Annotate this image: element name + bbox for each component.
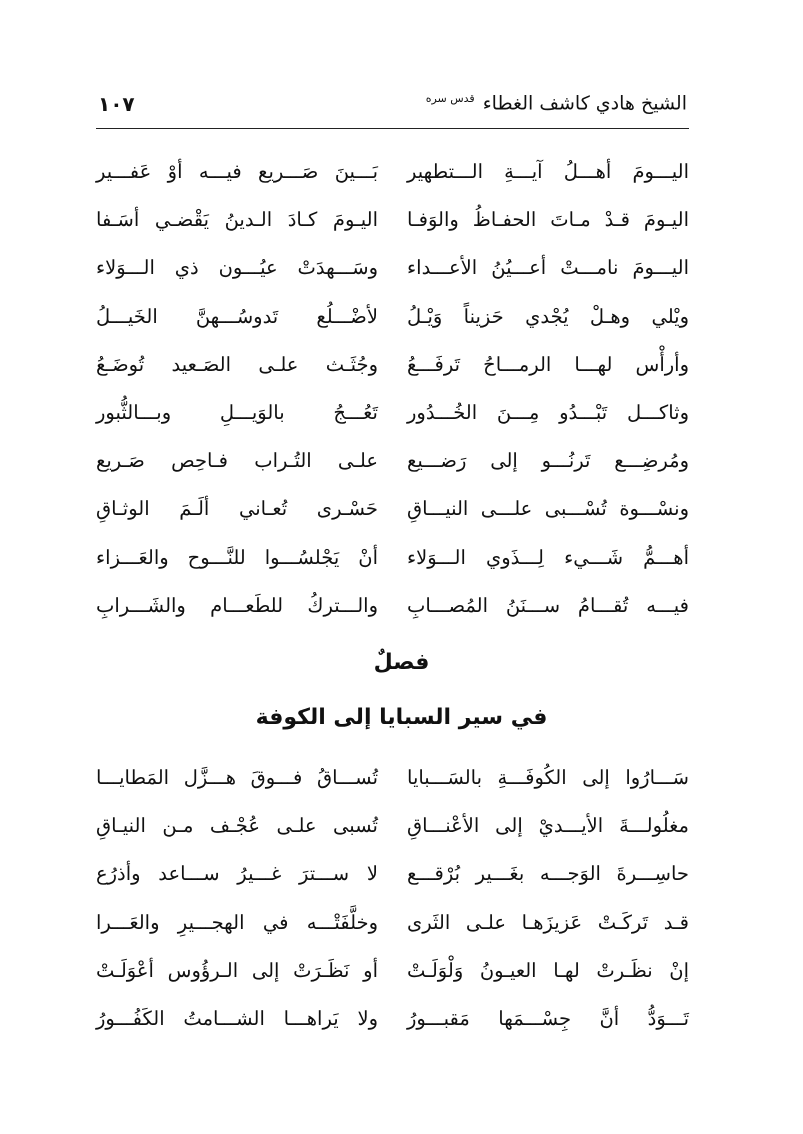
first-hemistich: اليـومَ قـدْ مـاتَ الحفـاظُ والوَفـا [407,208,689,232]
first-hemistich: وأرأْس لهـــا الرمـــاحُ تَرفَـــعُ [407,352,689,376]
first-hemistich: وثاكـــل تَبْـــدُو مِـــنَ الخُـــدُور [407,400,689,424]
first-hemistich: ومُرضِـــع تَرنُـــو إلى رَضـــيع [407,449,689,473]
first-hemistich: تَـــوَدُّ أنَّ جِسْـــمَها مَقبـــورُ [407,1006,689,1030]
running-title-text: الشيخ هادي كاشف الغطاء [482,92,687,115]
verse-line [96,999,689,1047]
first-hemistich: مغلُولـــةَ الأيـــديْ إلى الأعْنـــاقِ [407,814,689,838]
verse-line [96,538,689,586]
first-hemistich: إنْ نظَـرتْ لهـا العيـونُ وَلْوَلَـتْ [407,958,689,982]
second-hemistich: تَعُـــجُ بالوَيـــلِ وبـــالثُّبور [96,400,378,424]
verse-line [96,758,689,806]
second-hemistich: والـــتركُ للطَعـــام والشَـــرابِ [96,593,378,617]
verse-line [96,441,689,489]
page-header [96,88,689,129]
verse-line [96,345,689,393]
page-number: ١٠٧ [98,92,135,116]
second-hemistich: تُســـاقُ فـــوقَ هـــزَّل المَطايـــا [96,766,378,789]
second-hemistich: علـى التُـراب فـاحِص صَـريع [96,449,378,473]
verse-line [96,200,689,248]
second-hemistich: لأضْـــلُع تَدوسُـــهنَّ الخَيـــلُ [96,304,378,328]
verse-line [96,586,689,634]
second-hemistich: وجُثَـث علـى الصَـعيد تُوضَـعُ [96,352,378,376]
first-hemistich: ونسْـــوة تُسْـــبى علـــى النيـــاقِ [407,497,689,521]
first-hemistich: ويْلي وهـلْ يُجْدي حَزيناً وَيْـلُ [407,304,689,328]
second-hemistich: وسَـــهدَتْ عيُـــون ذي الـــوَلاء [96,256,378,280]
first-hemistich: اليـــومَ أهـــلُ آيـــةِ الـــتطهير [407,160,689,183]
first-hemistich: حاسِـــرةَ الوَجـــه بغَـــير بُرْقـــع [407,862,689,886]
second-hemistich: بَـــينَ صَـــريع فيـــه أوْ عَفـــير [96,160,378,183]
second-hemistich: تُسبى علـى عُجْـف مـن النيـاقِ [96,814,378,838]
verse-line [96,248,689,296]
second-hemistich: وخلَّفَتْـــه في الهجـــيرِ والعَـــرا [96,910,378,934]
second-hemistich: حَسْـرى تُعـاني ألَـمَ الوثـاقِ [96,497,378,521]
first-hemistich: اليـــومَ نامـــتْ أعـــيُنُ الأعـــداء [407,256,689,280]
first-hemistich: فيـــه تُقـــامُ ســـنَنُ المُصـــابِ [407,593,689,617]
second-hemistich: لا ســـترَ غـــيرُ ســـاعد وأذرُع [96,862,378,886]
honorific-mark: قدس سره [425,92,475,105]
poem-part-2 [96,758,689,1047]
running-title [426,92,687,114]
first-hemistich: أهـــمُّ شَـــيء لِـــذَوي الـــوَلاء [407,545,689,569]
verse-line [96,806,689,854]
verse-line [96,297,689,345]
verse-line [96,903,689,951]
verse-line [96,951,689,999]
second-hemistich: اليـومَ كـادَ الـدينُ يَقْضـي أسَـفا [96,208,378,232]
verse-line [96,489,689,537]
first-hemistich: قـد تَركَـتْ عَزيزَهـا علـى الثَرى [407,910,689,934]
section-label: فصلٌ [373,650,430,675]
section-title: في سير السبايا إلى الكوفة [255,705,548,730]
verse-line [96,152,689,200]
verse-line [96,393,689,441]
second-hemistich: ولا يَراهـــا الشـــامتُ الكَفُـــورُ [96,1006,378,1030]
first-hemistich: سَـــارُوا إلى الكُوفَـــةِ بالسَـــبايا [407,766,689,789]
second-hemistich: أنْ يَجْلسُـــوا للنَّـــوح والعَـــزاء [96,545,378,569]
poem-part-1 [96,152,689,634]
second-hemistich: أو نَظَـرَتْ إلى الـرؤُوس أعْوَلَـتْ [96,958,378,982]
verse-line [96,854,689,902]
